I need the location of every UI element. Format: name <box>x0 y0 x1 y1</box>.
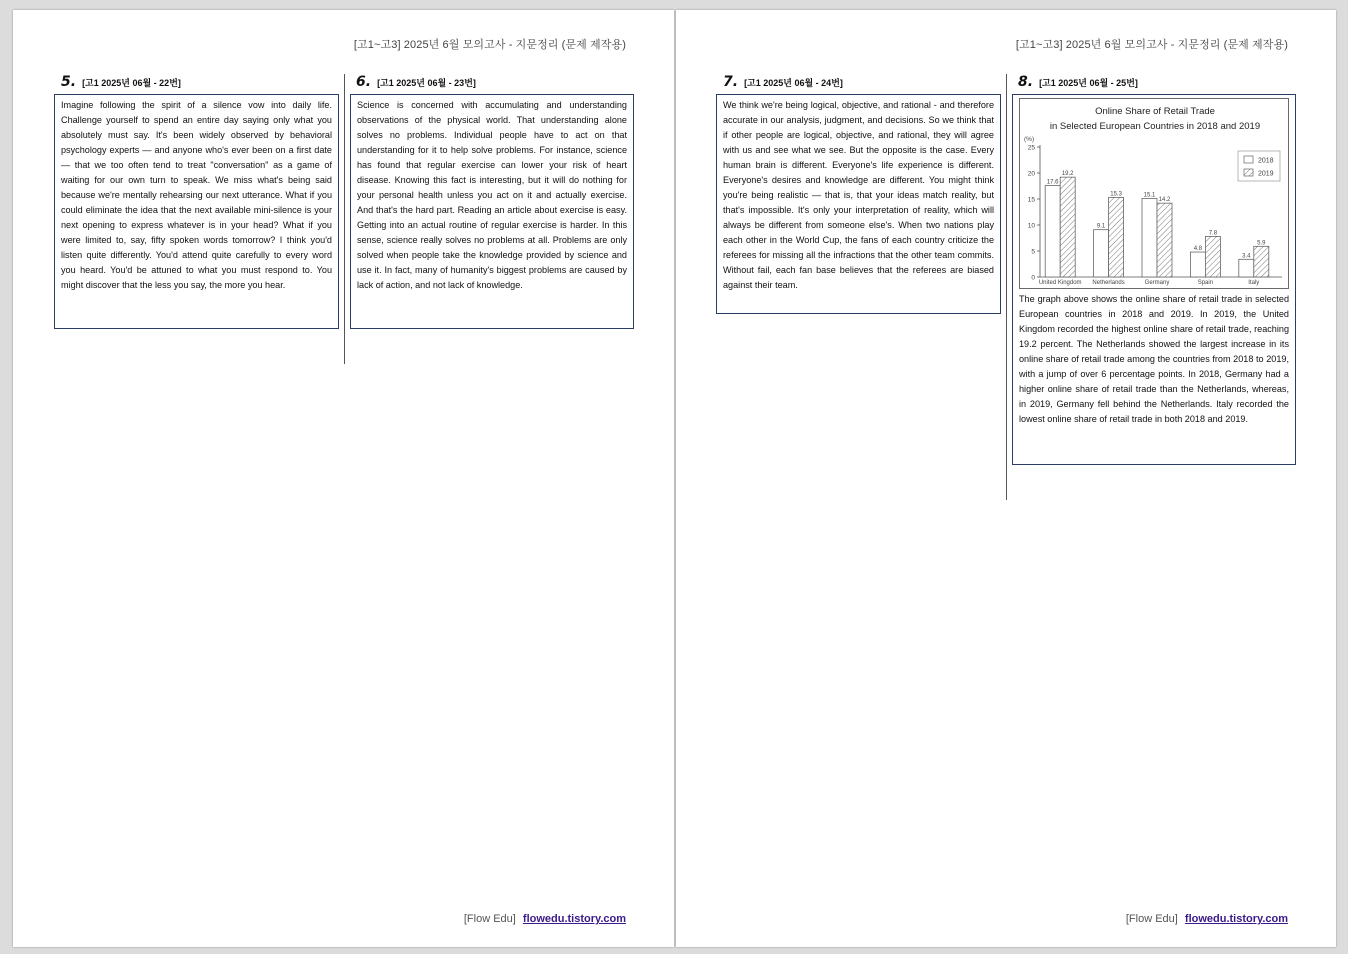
data-label: 3.4 <box>1242 253 1251 260</box>
question-6-heading <box>356 74 476 90</box>
bar-2018 <box>1239 259 1254 277</box>
page-left <box>13 10 674 947</box>
bar-2019 <box>1109 197 1124 277</box>
question-8-passage-box <box>1012 94 1296 465</box>
y-tick-label: 10 <box>1027 222 1035 230</box>
data-label: 17.6 <box>1046 179 1059 186</box>
question-number: 6. <box>356 74 372 90</box>
y-tick-label: 5 <box>1031 248 1035 256</box>
page-footer <box>1126 913 1288 925</box>
y-tick-label: 0 <box>1031 274 1035 282</box>
category-label: Germany <box>1144 280 1170 286</box>
legend-label: 2018 <box>1258 157 1274 165</box>
page-header: [고1~고3] 2025년 6월 모의고사 - 지문정리 (문제 제작용) <box>353 39 626 51</box>
bar-2019 <box>1157 203 1172 277</box>
question-5-heading <box>61 74 181 90</box>
data-label: 5.9 <box>1257 240 1266 247</box>
footer-link[interactable]: flowedu.tistory.com <box>522 913 626 925</box>
question-source-label: [고1 2025년 06월 - 25번] <box>1039 78 1138 88</box>
y-tick-label: 15 <box>1027 196 1035 204</box>
question-6-passage: Science is concerned with accumulating and understanding observations of the physical world. That understanding alone solves no problems. Individual people have to act on that understanding for it to help solve problems. For instance, science has found that regular exercise can lower your risk of heart disease. Knowing this fact is interesting, but it will do nothing for your personal health unless you act on it and actually exercise. And that's the hard part. Reading an article about exercise is easy. Getting into an actual routine of regular exercise is harder. In this sense, science really solves no problems at all. Problems are only solved when people take the knowledge provided by science and use it. In fact, many of humanity's biggest problems are caused by lack of action, and not lack of knowledge. <box>357 100 627 290</box>
question-6-passage-box <box>350 94 634 329</box>
page-footer <box>464 913 626 925</box>
category-label: United Kingdom <box>1038 280 1082 286</box>
bar-2018 <box>1094 230 1109 277</box>
question-number: 7. <box>723 74 739 90</box>
question-8-heading <box>1018 74 1138 90</box>
footer-brand: [Flow Edu] <box>1125 913 1178 925</box>
question-source-label: [고1 2025년 06월 - 23번] <box>377 78 476 88</box>
question-7-heading <box>723 74 843 90</box>
bar-2019 <box>1060 177 1075 277</box>
bar-2018 <box>1190 252 1205 277</box>
page-header: [고1~고3] 2025년 6월 모의고사 - 지문정리 (문제 제작용) <box>1015 39 1288 51</box>
legend-swatch <box>1244 156 1253 163</box>
chart-subtitle: in Selected European Countries in 2018 and 2019 <box>1049 121 1261 132</box>
data-label: 4.8 <box>1193 246 1203 253</box>
question-source-label: [고1 2025년 06월 - 22번] <box>82 78 181 88</box>
bar-2019 <box>1254 246 1269 277</box>
question-5-passage: Imagine following the spirit of a silence vow into daily life. Challenge yourself to spend an entire day saying only what you absolutely must say. It's been widely observed by behavioral psychology experts — and anyone who's ever been on a first date — that we too often tend to treat "conversation" as a game of waiting for our own turn to speak. We miss what's being said because we're mentally rehearsing our next utterance. What if you could eliminate the idea that the next available mini-silence is your next opening to express whatever is in your head? What if you were limited to, say, fifty spoken words tomorrow? I think you'd listen quite differently. You'd attend quite carefully to every word you heard. You'd be attuned to what you must respond to. You might discover that the less you say, the more you hear. <box>61 100 332 290</box>
data-label: 19.2 <box>1061 171 1074 178</box>
y-axis-unit: (%) <box>1024 136 1035 143</box>
data-label: 7.8 <box>1208 230 1218 237</box>
data-label: 14.2 <box>1158 197 1171 204</box>
column-divider <box>1006 74 1007 500</box>
question-7-passage: We think we're being logical, objective, and rational - and therefore accurate in our analysis, judgment, and decisions. So we think that if other people are logical, objective, and rational, they will agree with us and see what we see. But the opposite is the case. Every human brain is different. Everyone's life experience is different. Everyone's desires and knowledge are different. You might think you're being realistic — that is, that your ideas match reality, but that's impossible. It's only your interpretation of reality, which will always be different from someone else's. When two nations play each other in the World Cup, the fans of each country criticize the referees for missing all the infractions that the other team commits. Without fail, each fan base believes that the referees are biased against their team. <box>723 100 994 290</box>
legend-swatch <box>1244 169 1253 176</box>
category-label: Spain <box>1197 280 1214 286</box>
question-number: 8. <box>1018 74 1034 90</box>
footer-brand: [Flow Edu] <box>463 913 516 925</box>
question-8-passage: The graph above shows the online share of retail trade in selected European countries in 2018 and 2019. In 2019, the United Kingdom recorded the highest online share of retail trade, reaching 19.2 percent. The Netherlands showed the largest increase in its online share of retail trade among the countries from 2018 to 2019, with a jump of over 6 percentage points. In 2018, Germany had a higher online share of retail trade than the Netherlands, whereas, in 2019, Germany fell behind the Netherlands. Italy recorded the lowest online share of retail trade in both 2018 and 2019. <box>1019 294 1289 424</box>
legend-label: 2019 <box>1258 170 1274 178</box>
question-source-label: [고1 2025년 06월 - 24번] <box>744 78 843 88</box>
data-label: 9.1 <box>1096 223 1106 230</box>
bar-2019 <box>1205 236 1220 277</box>
question-number: 5. <box>61 74 77 90</box>
question-7-passage-box <box>716 94 1001 314</box>
y-tick-label: 20 <box>1027 170 1035 178</box>
category-label: Italy <box>1248 280 1260 286</box>
y-tick-label: 25 <box>1027 144 1035 152</box>
data-label: 15.1 <box>1143 192 1156 199</box>
page-right <box>676 10 1336 947</box>
column-divider <box>344 74 345 364</box>
chart-title: Online Share of Retail Trade <box>1095 106 1215 117</box>
footer-link[interactable]: flowedu.tistory.com <box>1184 913 1288 925</box>
bar-2018 <box>1045 185 1060 277</box>
category-label: Netherlands <box>1092 280 1125 286</box>
bar-chart-frame <box>1019 98 1289 289</box>
question-5-passage-box <box>54 94 339 329</box>
bar-chart <box>1020 99 1290 288</box>
bar-2018 <box>1142 198 1157 277</box>
data-label: 15.3 <box>1110 191 1122 198</box>
